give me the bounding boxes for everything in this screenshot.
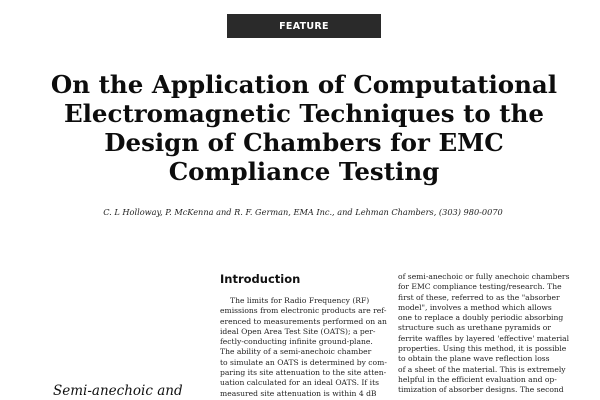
body-text-line: first of these, referred to as the "absorber [398,292,560,302]
body-text-line: The limits for Radio Frequency (RF) [230,296,370,305]
feature-label: FEATURE [279,20,329,32]
body-text-line: measured site attenuation is within 4 dB [220,388,377,398]
author-byline: C. L Holloway, P. McKenna and R. F. German, EMA Inc., and Lehman Chambers, (303) 980-0070 [103,207,503,217]
body-text-line: ideal Open Area Test Site (OATS); a per- [220,326,376,336]
body-text-line: The ability of a semi-anechoic chamber [220,347,372,357]
body-text-line: one to replace a doubly periodic absorbing [398,313,564,323]
article-title [40,70,568,186]
feature-banner [227,14,381,38]
title-line: On the Application of Computational [50,70,558,99]
body-text-line: properties. Using this method, it is possible [398,344,567,354]
body-text-line: to simulate an OATS is determined by com- [220,357,387,367]
pull-quote: Semi-anechoic and [53,383,183,399]
body-text-line: structure such as urethane pyramids or [398,323,551,333]
body-text-line: of semi-anechoic or fully anechoic chambers [398,272,570,281]
body-text-line: of a sheet of the material. This is extremely [398,364,566,374]
title-line: Electromagnetic Techniques to the [63,99,545,128]
title-line: Compliance Testing [168,157,440,186]
body-text-line: model", involves a method which allows [398,302,552,312]
body-text-line: for EMC compliance testing/research. The [398,282,562,292]
body-text-line: helpful in the efficient evaluation and op- [398,374,557,384]
body-column-right [398,272,570,396]
body-text-line: uation calculated for an ideal OATS. If its [220,378,380,388]
body-column-middle [220,272,387,399]
title-line: Design of Chambers for EMC [104,128,504,157]
body-text-line: ferrite waffles by layered 'effective' material [398,333,570,343]
section-heading: Introduction [220,272,301,286]
body-text-line: timization of absorber designs. The second [398,385,564,395]
body-text-line: erenced to measurements performed on an [220,316,387,326]
body-text-line: emissions from electronic products are ref- [220,306,387,316]
body-text-line: fectly-conducting infinite ground-plane. [220,337,373,347]
body-text-line: to obtain the plane wave reflection loss [398,354,550,364]
body-text-line: paring its site attenuation to the site atten- [220,368,387,378]
